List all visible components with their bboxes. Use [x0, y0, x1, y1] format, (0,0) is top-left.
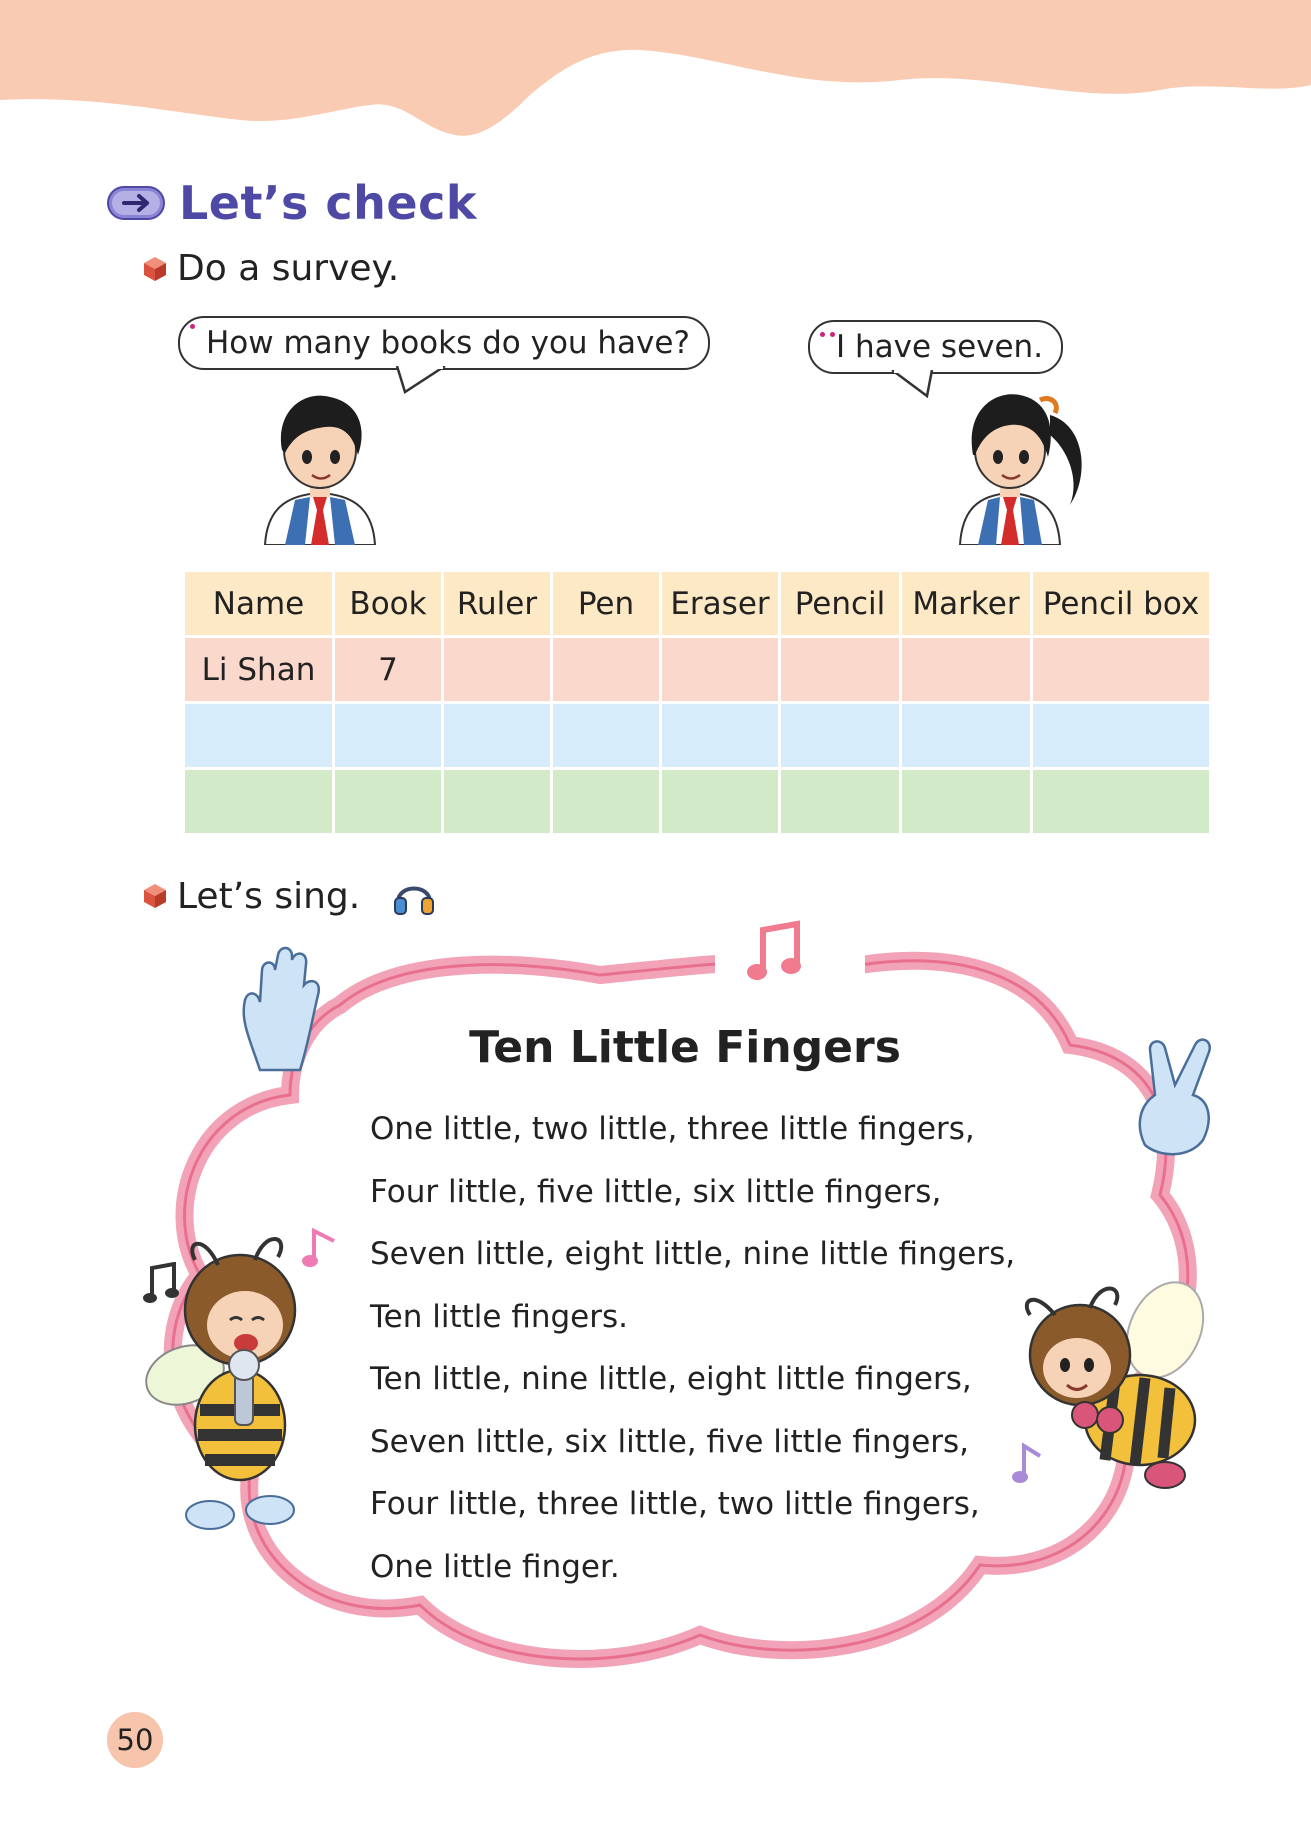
table-cell[interactable]	[781, 704, 899, 767]
flying-bee-illustration	[1005, 1270, 1215, 1500]
cube-bullet-icon	[143, 256, 167, 282]
table-cell[interactable]	[444, 770, 550, 833]
table-cell[interactable]	[902, 770, 1030, 833]
header-eraser: Eraser	[662, 572, 778, 635]
table-cell[interactable]	[185, 704, 332, 767]
headphones-icon[interactable]	[392, 874, 436, 918]
answer-text: I have seven.	[836, 329, 1044, 365]
table-cell[interactable]	[444, 638, 550, 701]
table-cell[interactable]	[1033, 770, 1209, 833]
pronunciation-dot	[190, 324, 195, 329]
arrow-right-pill-icon	[107, 186, 165, 220]
pronunciation-dot	[820, 332, 825, 337]
header-marker: Marker	[902, 572, 1030, 635]
header-ruler: Ruler	[444, 572, 550, 635]
survey-instruction: Do a survey.	[177, 248, 400, 289]
bubble-tail	[890, 370, 940, 400]
survey-table	[182, 569, 1212, 836]
lyric-line: One little finger.	[370, 1548, 620, 1585]
music-note-icon	[745, 920, 805, 986]
table-cell: Li Shan	[185, 638, 332, 701]
lyric-line: Ten little, nine little, eight little fingers,	[370, 1361, 972, 1397]
table-cell[interactable]	[1033, 638, 1209, 701]
table-cell: 7	[335, 638, 441, 701]
question-speech-bubble	[178, 316, 710, 370]
song-instruction-row	[143, 874, 436, 918]
cube-bullet-icon	[143, 883, 167, 909]
lyric-line: One little, two little, three little fingers,	[370, 1111, 975, 1147]
girl-illustration	[950, 385, 1100, 545]
table-cell[interactable]	[662, 704, 778, 767]
section-title-row	[107, 176, 477, 230]
header-pen: Pen	[553, 572, 659, 635]
table-cell[interactable]	[335, 704, 441, 767]
table-row	[185, 770, 1209, 833]
song-instruction: Let’s sing.	[177, 875, 361, 917]
table-row	[185, 638, 1209, 701]
table-cell[interactable]	[902, 704, 1030, 767]
table-cell[interactable]	[662, 770, 778, 833]
question-text: How many books do you have?	[206, 325, 690, 361]
table-cell[interactable]	[553, 638, 659, 701]
header-wave-decoration	[0, 0, 1311, 150]
pronunciation-dot	[830, 332, 835, 337]
lyric-line: Seven little, six little, five little fingers,	[370, 1423, 970, 1460]
table-cell[interactable]	[335, 770, 441, 833]
table-cell[interactable]	[185, 770, 332, 833]
header-name: Name	[185, 572, 332, 635]
table-cell[interactable]	[444, 704, 550, 767]
table-cell[interactable]	[553, 770, 659, 833]
survey-instruction-row	[143, 248, 399, 289]
table-cell[interactable]	[781, 638, 899, 701]
table-cell[interactable]	[1033, 704, 1209, 767]
song-lyrics	[370, 1098, 1015, 1598]
answer-speech-bubble	[808, 320, 1063, 374]
singing-bee-illustration	[140, 1225, 350, 1545]
header-book: Book	[335, 572, 441, 635]
section-title: Let’s check	[179, 176, 477, 230]
table-cell[interactable]	[902, 638, 1030, 701]
lyric-line: Four little, five little, six little fingers,	[370, 1173, 942, 1210]
table-row	[185, 704, 1209, 767]
lyric-line: Seven little, eight little, nine little fingers,	[370, 1236, 1016, 1272]
boy-illustration	[255, 385, 385, 545]
table-cell[interactable]	[662, 638, 778, 701]
bubble-tail	[395, 366, 455, 396]
lyric-line: Ten little fingers.	[370, 1298, 628, 1335]
lyric-line: Four little, three little, two little fingers,	[370, 1486, 980, 1522]
song-title: Ten Little Fingers	[469, 1022, 901, 1073]
table-header-row	[185, 572, 1209, 635]
header-pencil: Pencil	[781, 572, 899, 635]
table-cell[interactable]	[781, 770, 899, 833]
header-pencil-box: Pencil box	[1033, 572, 1209, 635]
table-cell[interactable]	[553, 704, 659, 767]
page-number: 50	[107, 1712, 163, 1768]
